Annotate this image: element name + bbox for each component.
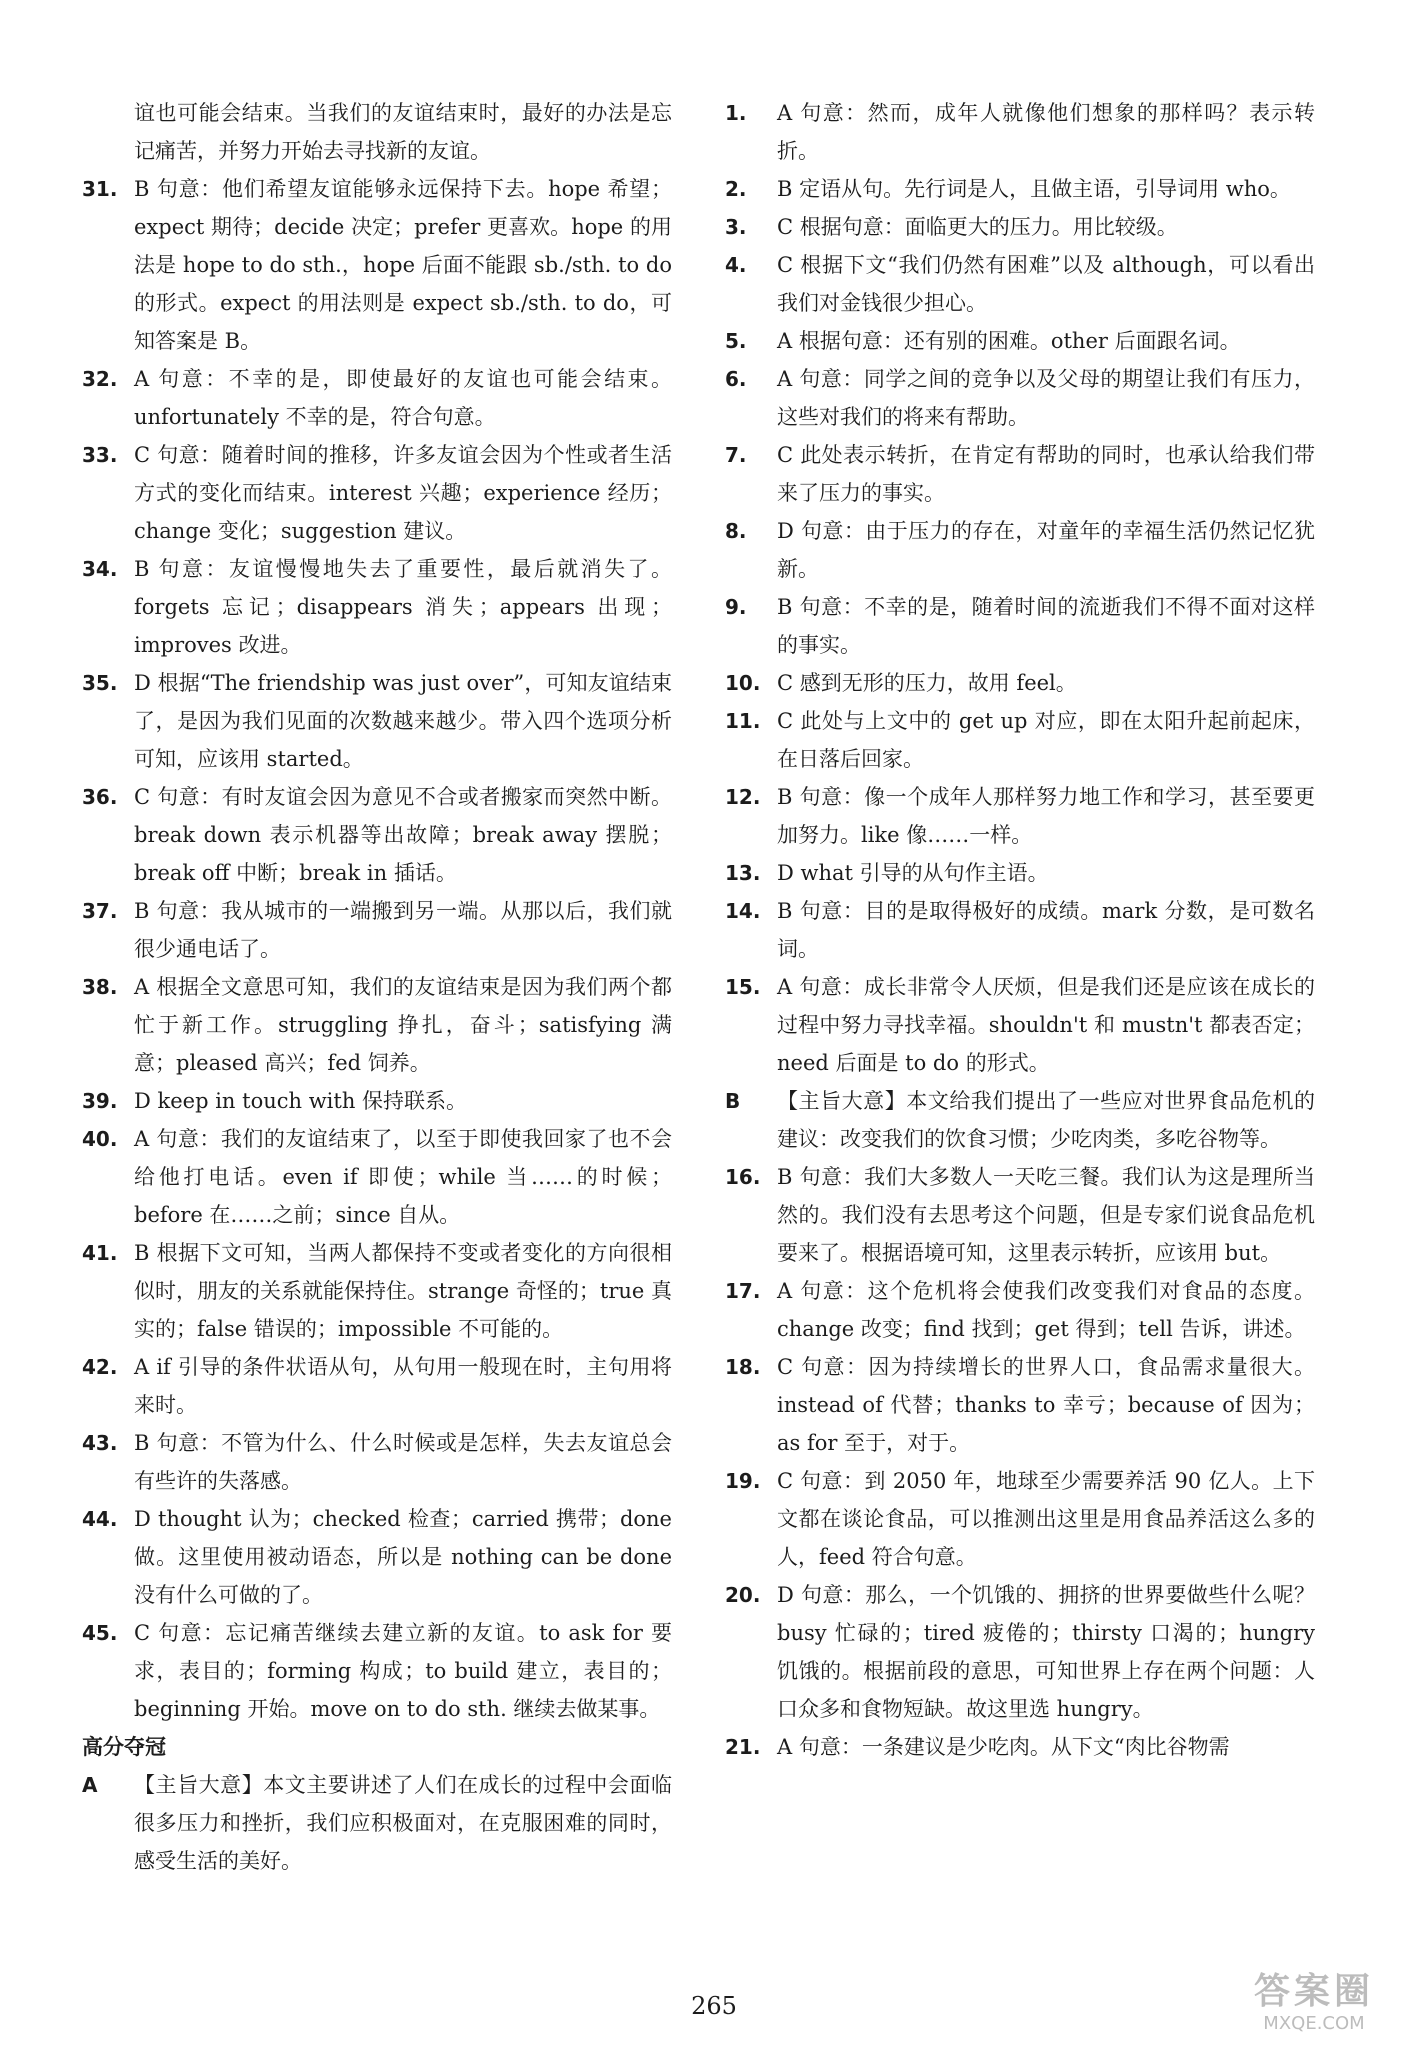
answer-text: A 句意：这个危机将会使我们改变我们对食品的态度。change 改变；find 找到；get 得到；tell 告诉，讲述。 [777,1279,1315,1341]
answer-item [725,664,1315,702]
answer-item [725,436,1315,512]
answer-number: 15. [725,975,761,999]
answer-item [82,170,672,360]
answer-text: C 句意：随着时间的推移，许多友谊会因为个性或者生活方式的变化而结束。interest 兴趣；experience 经历；change 变化；suggestion 建议。 [134,443,672,543]
answer-number: 35. [82,671,118,695]
answer-number: B [725,1089,741,1113]
answer-text: D 句意：由于压力的存在，对童年的幸福生活仍然记忆犹新。 [777,519,1315,581]
answer-text: B 句意：不幸的是，随着时间的流逝我们不得不面对这样的事实。 [777,595,1315,657]
answer-item [725,588,1315,664]
section-a-label: A [82,1773,98,1797]
answer-number: 39. [82,1089,118,1113]
answer-number: 3. [725,215,747,239]
answer-item [82,1082,672,1120]
answer-number: 4. [725,253,747,277]
answer-number: 6. [725,367,747,391]
answer-item [725,892,1315,968]
section-title: 高分夺冠 [82,1735,166,1759]
answer-item [725,170,1315,208]
section-a-text: 【主旨大意】本文主要讲述了人们在成长的过程中会面临很多压力和挫折，我们应积极面对，在克服困难的同时，感受生活的美好。 [134,1773,672,1873]
answer-number: 13. [725,861,761,885]
answer-text: A if 引导的条件状语从句，从句用一般现在时，主句用将来时。 [134,1355,672,1417]
answer-number: 11. [725,709,761,733]
answer-item [82,1120,672,1234]
answer-item [725,1348,1315,1462]
answer-text: A 句意：一条建议是少吃肉。从下文“肉比谷物需 [777,1735,1230,1759]
right-column [725,94,1315,1766]
answer-item [725,854,1315,892]
answer-item [725,968,1315,1082]
answer-item [725,702,1315,778]
answer-item [725,322,1315,360]
answer-text: B 句意：他们希望友谊能够永远保持下去。hope 希望；expect 期待；decide 决定；prefer 更喜欢。hope 的用法是 hope to do sth.，hope 后面不能跟 sb./sth. to do 的形式。expect 的用法则是 expect sb./sth. to do，可知答案是 B。 [134,177,672,353]
answer-item [725,1576,1315,1728]
answer-number: 31. [82,177,118,201]
answer-item [725,512,1315,588]
answer-text: D what 引导的从句作主语。 [777,861,1049,885]
answer-number: 37. [82,899,118,923]
answer-text: 【主旨大意】本文给我们提出了一些应对世界食品危机的建议：改变我们的饮食习惯；少吃肉类，多吃谷物等。 [777,1089,1315,1151]
answer-item [725,778,1315,854]
answer-text: D 句意：那么，一个饥饿的、拥挤的世界要做些什么呢？busy 忙碌的；tired 疲倦的；thirsty 口渴的；hungry 饥饿的。根据前段的意思，可知世界上存在两个问题：人口众多和食物短缺。故这里选 hungry。 [777,1583,1315,1721]
answer-text: A 句意：同学之间的竞争以及父母的期望让我们有压力，这些对我们的将来有帮助。 [777,367,1315,429]
answer-number: 43. [82,1431,118,1455]
answer-item [82,436,672,550]
answer-item [82,1424,672,1500]
answer-item [82,664,672,778]
answer-item [725,360,1315,436]
left-answer-list [82,170,672,1728]
answer-text: C 句意：因为持续增长的世界人口，食品需求量很大。instead of 代替；thanks to 幸亏；because of 因为；as for 至于，对于。 [777,1355,1315,1455]
left-column [82,94,672,1880]
answer-text: D thought 认为；checked 检查；carried 携带；done 做。这里使用被动语态，所以是 nothing can be done 没有什么可做的了。 [134,1507,672,1607]
answer-text: C 句意：有时友谊会因为意见不合或者搬家而突然中断。break down 表示机器等出故障；break away 摆脱；break off 中断；break in 插话。 [134,785,672,885]
answer-number: 5. [725,329,747,353]
answer-item [82,1234,672,1348]
answer-number: 16. [725,1165,761,1189]
right-answer-list [725,94,1315,1766]
answer-number: 38. [82,975,118,999]
watermark-url: MXQE.COM [1263,2013,1365,2034]
answer-item [82,550,672,664]
answer-number: 20. [725,1583,761,1607]
answer-item [82,778,672,892]
answer-text: A 句意：成长非常令人厌烦，但是我们还是应该在成长的过程中努力寻找幸福。shouldn't 和 mustn't 都表否定；need 后面是 to do 的形式。 [777,975,1315,1075]
answer-text: C 句意：忘记痛苦继续去建立新的友谊。to ask for 要求，表目的；forming 构成；to build 建立，表目的；beginning 开始。move on to do sth. 继续去做某事。 [134,1621,672,1721]
answer-number: 33. [82,443,118,467]
page-number: 265 [691,1992,737,2020]
answer-text: B 句意：目的是取得极好的成绩。mark 分数，是可数名词。 [777,899,1315,961]
answer-number: 18. [725,1355,761,1379]
answer-number: 8. [725,519,747,543]
answer-text: B 句意：像一个成年人那样努力地工作和学习，甚至要更加努力。like 像……一样。 [777,785,1315,847]
answer-item [725,1272,1315,1348]
answer-number: 32. [82,367,118,391]
answer-item [82,1614,672,1728]
answer-number: 1. [725,101,747,125]
answer-number: 10. [725,671,761,695]
answer-item [725,1158,1315,1272]
answer-item [725,208,1315,246]
watermark [1214,1971,1414,2043]
answer-item [82,892,672,968]
answer-item [725,246,1315,322]
answer-text: B 句意：我们大多数人一天吃三餐。我们认为这是理所当然的。我们没有去思考这个问题，但是专家们说食品危机要来了。根据语境可知，这里表示转折，应该用 but。 [777,1165,1315,1265]
answer-item [725,94,1315,170]
answer-text: B 句意：友谊慢慢地失去了重要性，最后就消失了。forgets 忘记；disappears 消失；appears 出现；improves 改进。 [134,557,672,657]
answer-item [725,1728,1315,1766]
answer-text: D 根据“The friendship was just over”，可知友谊结束了，是因为我们见面的次数越来越少。带入四个选项分析可知，应该用 started。 [134,671,672,771]
answer-number: 9. [725,595,747,619]
answer-number: 2. [725,177,747,201]
answer-number: 34. [82,557,118,581]
answer-text: C 根据句意：面临更大的压力。用比较级。 [777,215,1178,239]
answer-text: A 句意：不幸的是，即使最好的友谊也可能会结束。unfortunately 不幸的是，符合句意。 [134,367,672,429]
answer-item [82,1348,672,1424]
answer-item [82,360,672,436]
answer-text: A 根据全文意思可知，我们的友谊结束是因为我们两个都忙于新工作。struggling 挣扎，奋斗；satisfying 满意；pleased 高兴；fed 饲养。 [134,975,672,1075]
answer-text: A 根据句意：还有别的困难。other 后面跟名词。 [777,329,1241,353]
answer-number: 17. [725,1279,761,1303]
answer-text: C 句意：到 2050 年，地球至少需要养活 90 亿人。上下文都在谈论食品，可以推测出这里是用食品养活这么多的人，feed 符合句意。 [777,1469,1315,1569]
answer-text: A 句意：然而，成年人就像他们想象的那样吗？表示转折。 [777,101,1315,163]
watermark-logo: 答案圈 [1253,1971,1374,2012]
answer-text: C 此处表示转折，在肯定有帮助的同时，也承认给我们带来了压力的事实。 [777,443,1315,505]
left-continuation [82,94,672,170]
answer-number: 42. [82,1355,118,1379]
answer-number: 45. [82,1621,118,1645]
answer-number: 21. [725,1735,761,1759]
answer-number: 41. [82,1241,118,1265]
answer-item [725,1082,1315,1158]
answer-number: 7. [725,443,747,467]
answer-number: 12. [725,785,761,809]
answer-text: C 根据下文“我们仍然有困难”以及 although，可以看出我们对金钱很少担心。 [777,253,1315,315]
answer-text: A 句意：我们的友谊结束了，以至于即使我回家了也不会给他打电话。even if 即使；while 当……的时候；before 在……之前；since 自从。 [134,1127,672,1227]
answer-text: B 根据下文可知，当两人都保持不变或者变化的方向很相似时，朋友的关系就能保持住。strange 奇怪的；true 真实的；false 错误的；impossible 不可能的。 [134,1241,672,1341]
answer-text: C 此处与上文中的 get up 对应，即在太阳升起前起床，在日落后回家。 [777,709,1315,771]
answer-number: 40. [82,1127,118,1151]
section-a-entry [82,1766,672,1880]
answer-text: B 句意：不管为什么、什么时候或是怎样，失去友谊总会有些许的失落感。 [134,1431,672,1493]
answer-number: 44. [82,1507,118,1531]
answer-item [82,1500,672,1614]
answer-text: D keep in touch with 保持联系。 [134,1089,468,1113]
answer-text: B 定语从句。先行词是人，且做主语，引导词用 who。 [777,177,1291,201]
answer-number: 14. [725,899,761,923]
answer-item [82,968,672,1082]
continuation-text: 谊也可能会结束。当我们的友谊结束时，最好的办法是忘记痛苦，并努力开始去寻找新的友谊。 [134,101,672,163]
answer-item [725,1462,1315,1576]
answer-text: B 句意：我从城市的一端搬到另一端。从那以后，我们就很少通电话了。 [134,899,672,961]
answer-text: C 感到无形的压力，故用 feel。 [777,671,1077,695]
answer-number: 19. [725,1469,761,1493]
answer-number: 36. [82,785,118,809]
